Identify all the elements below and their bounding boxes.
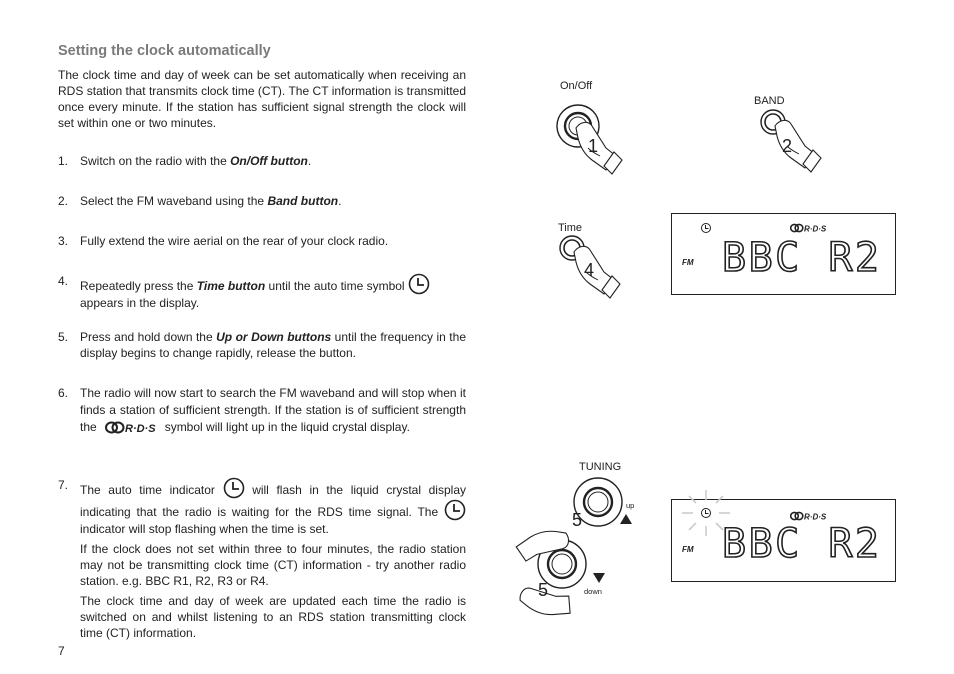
step-2: 2. Select the FM waveband using the Band button. [58, 194, 342, 208]
step-1: 1. Switch on the radio with the On/Off button. [58, 154, 312, 168]
note-updates: The clock time and day of week are updated each time the radio is switched on and whilst listening to an RDS station transmitting clock time (CT) information. [80, 594, 466, 640]
step-7: 7. The auto time indicator will flash in the liquid crystal display indicating that the radio is waiting for the RDS time signal. The indicator will stop flashing when the time is set. If the clock does not set within three to four minutes, the radio station may not be transmitting clock time (CT) information - try another radio station. e.g. BBC R1, R2, R3 or R4. The clock time and day of week are updated each time the radio is switched on and whilst listening to an RDS station transmitting clock time (CT) information. [58, 478, 466, 640]
time-button-ref: Time button [196, 279, 266, 293]
step-badge: 5 [538, 580, 549, 600]
step-badge: 1 [588, 136, 599, 156]
tuning-buttons-figure [514, 474, 634, 624]
lcd-display-1 [671, 213, 896, 295]
step-4: 4. Repeatedly press the Time button until the auto time symbol appears in the display. [58, 273, 466, 311]
page-number: 7 [58, 644, 65, 658]
step-number: 6. [58, 386, 69, 400]
step-badge: 2 [782, 136, 793, 156]
rds-logo-icon [790, 223, 832, 233]
intro-paragraph: The clock time and day of week can be set automatically when receiving an RDS station that transmits clock time (CT). The CT information is transmitted once every minute. If the station has sufficient signal strength the clock will set within one or two minutes. [58, 68, 466, 130]
band-button-ref: Band button [267, 194, 339, 208]
tuning-label: TUNING [579, 461, 622, 473]
step-badge: 5 [572, 510, 583, 530]
step-number: 7. [58, 478, 69, 492]
onoff-button-ref: On/Off button [230, 154, 308, 168]
band-button-figure [755, 106, 825, 176]
up-down-buttons-ref: Up or Down buttons [216, 330, 332, 344]
step-number: 4. [58, 274, 69, 288]
band-label: BAND [754, 95, 785, 107]
section-heading: Setting the clock automatically [58, 43, 271, 59]
lcd-station-name [722, 236, 890, 276]
lcd-band: FM [682, 545, 694, 554]
lcd-band: FM [682, 258, 694, 267]
svg-text:R·D·S: R·D·S [804, 224, 827, 233]
step-3: 3. Fully extend the wire aerial on the rear of your clock radio. [58, 234, 389, 248]
auto-time-clock-icon [223, 477, 245, 499]
note-no-ct: If the clock does not set within three to four minutes, the radio station may not be transmitting clock time (CT) information - try another radio station. e.g. BBC R1, R2, R3 or R4. [80, 542, 466, 588]
step-badge: 4 [584, 260, 595, 280]
onoff-button-figure [550, 96, 630, 176]
step-6: 6. The radio will now start to search the FM waveband and will stop when it finds a station of sufficient strength. If the station is of sufficient strength the R·D·S symbol will light up in the liquid crystal display. [58, 386, 466, 434]
lcd-display-2 [671, 499, 896, 582]
auto-time-clock-icon [444, 499, 466, 521]
svg-text:BBC R2: BBC R2 [722, 522, 882, 562]
onoff-label: On/Off [560, 80, 593, 92]
svg-text:R·D·S: R·D·S [124, 423, 156, 434]
time-button-figure [556, 234, 626, 304]
up-label: up [626, 501, 635, 510]
step-number: 5. [58, 330, 69, 344]
down-label: down [584, 587, 602, 596]
step-number: 1. [58, 154, 69, 168]
svg-text:R·D·S: R·D·S [804, 512, 827, 521]
auto-time-clock-icon [408, 273, 430, 295]
lcd-station-name [722, 522, 890, 562]
step-number: 3. [58, 234, 69, 248]
rds-logo-icon [105, 421, 161, 434]
step-number: 2. [58, 194, 69, 208]
rds-logo-icon [790, 511, 832, 521]
svg-text:BBC R2: BBC R2 [722, 236, 882, 276]
auto-time-clock-icon [700, 222, 712, 234]
step-5: 5. Press and hold down the Up or Down buttons until the frequency in the display begins to change rapidly, release the button. [58, 330, 466, 360]
time-label: Time [558, 222, 583, 234]
